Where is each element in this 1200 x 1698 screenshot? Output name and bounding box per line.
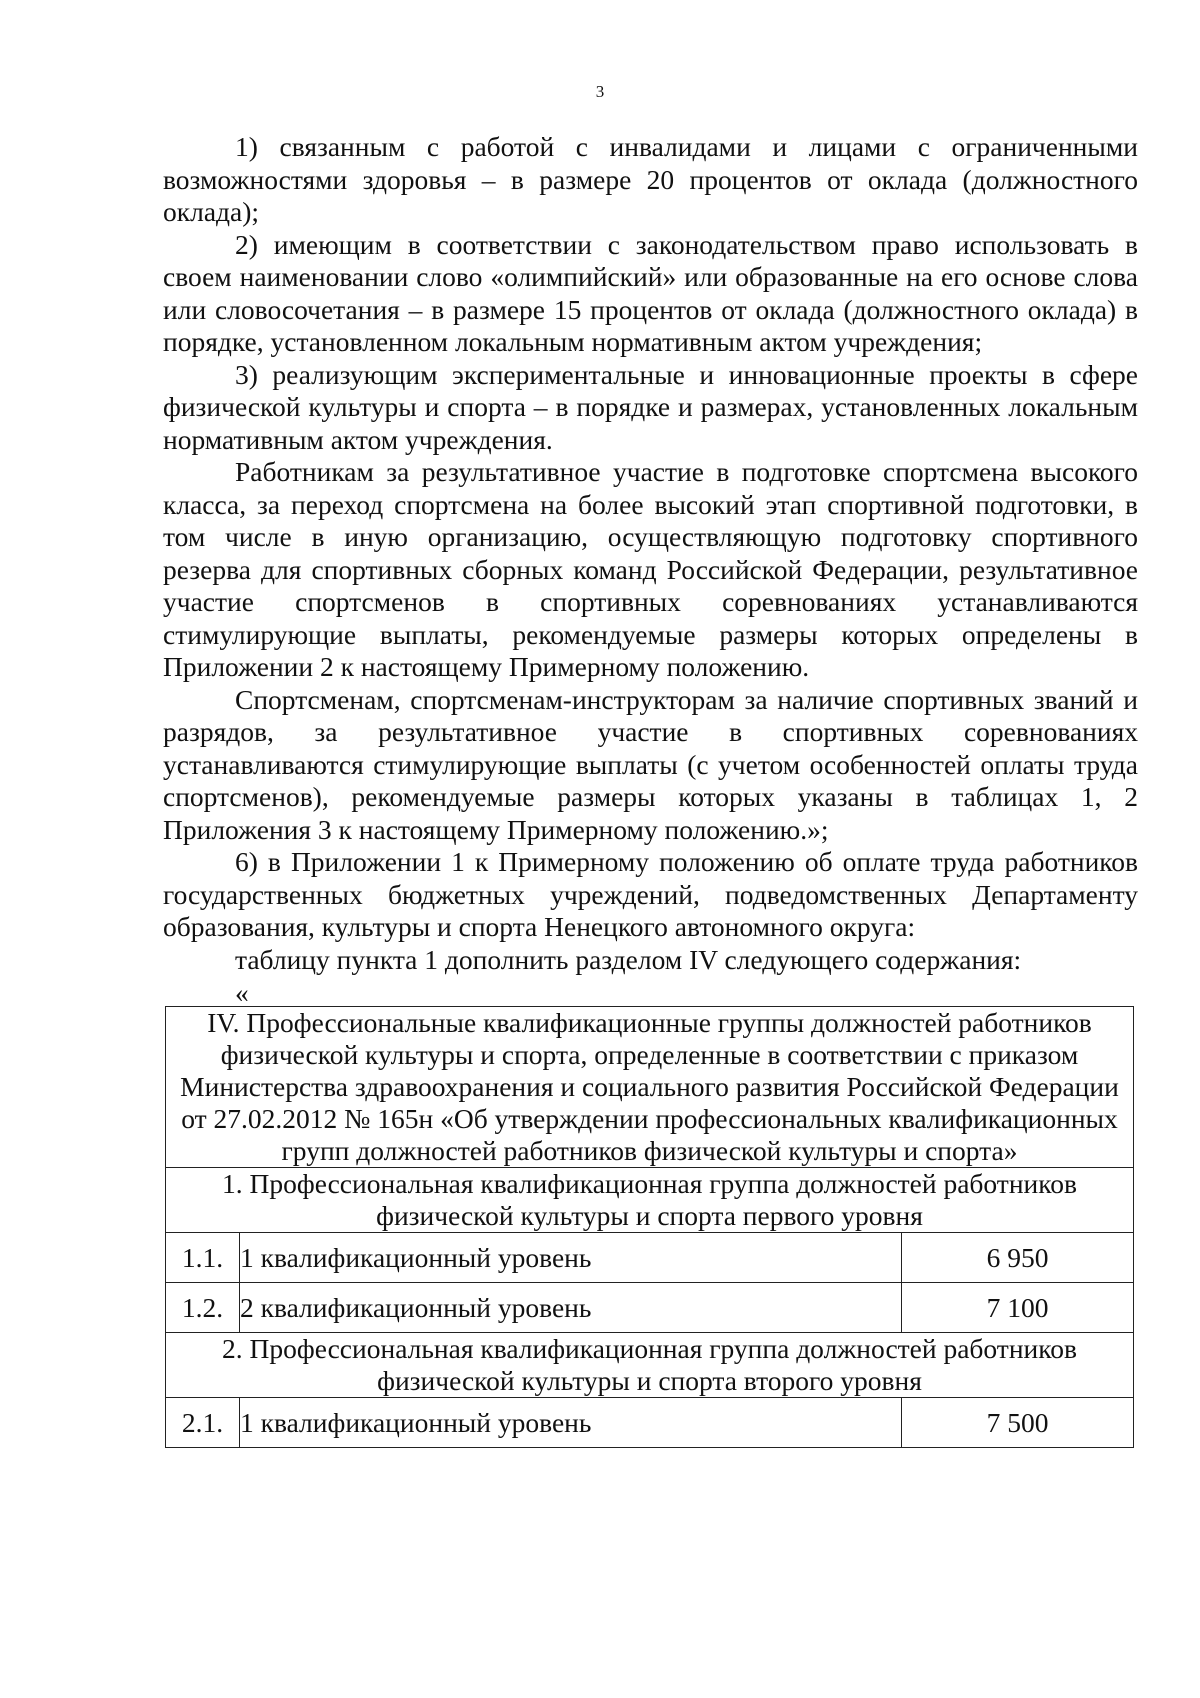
row-number: 2.1. <box>166 1398 240 1448</box>
group-title: 1. Профессиональная квалификационная группа должностей работников физической культуры и спорта первого уровня <box>166 1168 1134 1233</box>
table-row <box>166 1283 1134 1333</box>
paragraph-item-1: 1) связанным с работой с инвалидами и лицами с ограниченными возможностями здоровья – в размере 20 процентов от оклада (должностного оклада); <box>163 131 1138 227</box>
table-section-row <box>166 1007 1134 1168</box>
document-body <box>163 131 1138 1010</box>
row-number: 1.1. <box>166 1233 240 1283</box>
paragraph-item-3: 3) реализующим экспериментальные и инновационные проекты в сфере физической культуры и спорта – в порядке и размерах, установленных локальным нормативным актом учреждения. <box>163 358 1138 455</box>
qualification-level: 1 квалификационный уровень <box>240 1398 902 1448</box>
salary-value: 7 100 <box>902 1283 1134 1333</box>
salary-table <box>165 1006 1134 1448</box>
opening-quote: « <box>235 977 249 1008</box>
table-row <box>166 1398 1134 1448</box>
qualification-level: 2 квалификационный уровень <box>240 1283 902 1333</box>
table-row <box>166 1233 1134 1283</box>
qualification-level: 1 квалификационный уровень <box>240 1233 902 1283</box>
section-title: IV. Профессиональные квалификационные группы должностей работников физической культуры и спорта, определенные в соответствии с приказом Министерства здравоохранения и социального развития Российской Федерации от 27.02.2012 № 165н «Об утверждении профессиональных квалификационных групп должностей работников физической культуры и спорта» <box>166 1007 1134 1168</box>
salary-value: 6 950 <box>902 1233 1134 1283</box>
salary-value: 7 500 <box>902 1398 1134 1448</box>
paragraph-athlete-trainers: Работникам за результативное участие в подготовке спортсмена высокого класса, за переход спортсмена на более высокий этап спортивной подготовки, в том числе в иную организацию, осуществляющую подготовку спортивного резерва для спортивных сборных команд Российской Федерации, результативное участие спортсменов в спортивных соревнованиях устанавливаются стимулирующие выплаты, рекомендуемые размеры которых определены в Приложении 2 к настоящему Примерному положению. <box>163 456 1138 682</box>
page-number: 3 <box>595 82 605 101</box>
group-title: 2. Профессиональная квалификационная группа должностей работников физической культуры и спорта второго уровня <box>166 1333 1134 1398</box>
row-number: 1.2. <box>166 1283 240 1333</box>
paragraph-table-intro: таблицу пункта 1 дополнить разделом IV следующего содержания: <box>235 943 1022 975</box>
paragraph-athletes: Спортсменам, спортсменам-инструкторам за наличие спортивных званий и разрядов, за результативное участие в спортивных соревнованиях устанавливаются стимулирующие выплаты (с учетом особенностей оплаты труда спортсменов), рекомендуемые размеры которых указаны в таблицах 1, 2 Приложения 3 к настоящему Примерному положению.»; <box>163 683 1138 845</box>
table-group-row <box>166 1333 1134 1398</box>
table-group-row <box>166 1168 1134 1233</box>
paragraph-item-2: 2) имеющим в соответствии с законодательством право использовать в своем наименовании слово «олимпийский» или образованные на его основе слова или словосочетания – в размере 15 процентов от оклада (должностного оклада) в порядке, установленном локальным нормативным актом учреждения; <box>163 228 1138 357</box>
paragraph-item-6: 6) в Приложении 1 к Примерному положению об оплате труда работников государственных бюджетных учреждений, подведомственных Департаменту образования, культуры и спорта Ненецкого автономного округа: <box>163 846 1138 942</box>
